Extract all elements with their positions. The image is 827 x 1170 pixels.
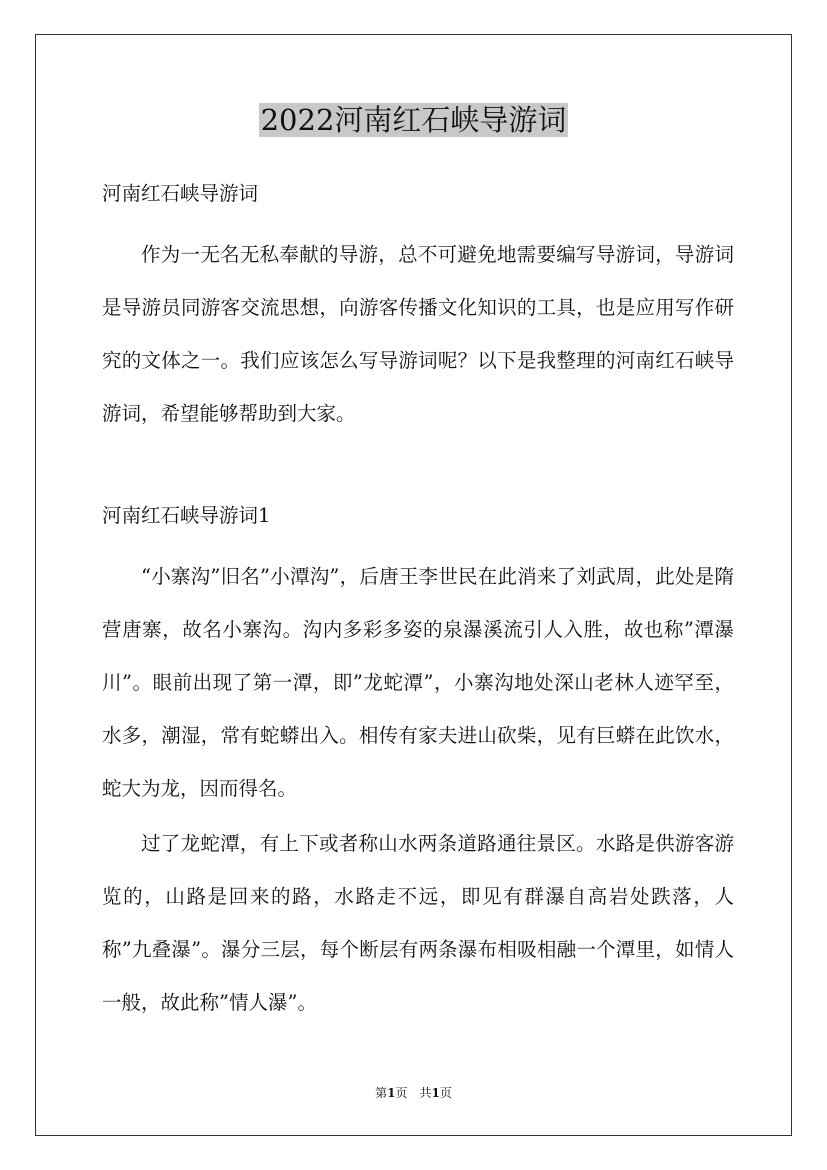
page-footer (0, 1085, 827, 1101)
spacer (102, 208, 734, 228)
spacer (102, 440, 734, 502)
document-subtitle: 河南红石峡导游词 (102, 182, 259, 205)
document-title (0, 100, 827, 140)
intro-paragraph: 作为一无名无私奉献的导游，总不可避免地需要编写导游词，导游词是导游员同游客交流思想，向游客传播文化知识的工具，也是应用写作研究的文体之一。我们应该怎么写导游词呢？以下是我整理的河南红石峡导游词，希望能够帮助到大家。 (102, 243, 734, 425)
section-heading: 河南红石峡导游词1 (102, 504, 271, 527)
total-suffix: 页 (439, 1086, 452, 1100)
page-suffix: 页 (395, 1086, 408, 1100)
body-paragraph-2: 过了龙蛇潭，有上下或者称山水两条道路通往景区。水路是供游客游览的，山路是回来的路，水路走不远，即见有群瀑自高岩处跌落，人称”九叠瀑”。瀑分三层，每个断层有两条瀑布相吸相融一个潭里，如情人一般，故此称”情人瀑”。 (102, 832, 734, 1014)
page-prefix: 第 (375, 1086, 388, 1100)
body-paragraph-1: “小寨沟”旧名”小潭沟”，后唐王李世民在此消来了刘武周，此处是隋营唐寨，故名小寨沟。沟内多彩多姿的泉瀑溪流引人入胜，故也称”潭瀑川”。眼前出现了第一潭，即”龙蛇潭”，小寨沟地处深山老林人迹罕至，水多，潮湿，常有蛇蟒出入。相传有家夫进山砍柴，见有巨蟒在此饮水，蛇大为龙，因而得名。 (102, 565, 734, 800)
total-prefix: 共 (419, 1086, 432, 1100)
total-pages: 1 (431, 1086, 440, 1100)
document-title-text: 2022河南红石峡导游词 (260, 103, 567, 137)
spacer (102, 530, 734, 550)
page-number: 1 (387, 1086, 396, 1100)
document-body (102, 180, 734, 1029)
